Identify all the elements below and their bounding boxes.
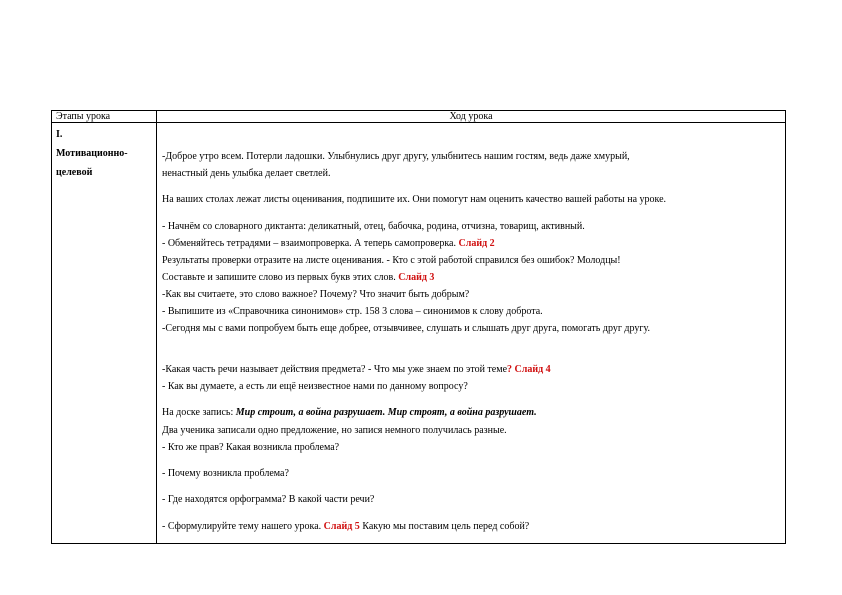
- slide-label: Слайд 3: [398, 272, 435, 283]
- column-divider: [156, 111, 157, 543]
- text-line: ненастный день улыбка делает светлей.: [162, 168, 331, 179]
- text-segment: На доске запись:: [162, 407, 236, 418]
- text-line: - Кто же прав? Какая возникла проблема?: [162, 442, 340, 453]
- stage-cell: [56, 125, 154, 182]
- table-header-row: [52, 111, 785, 123]
- text-line: - Выпишите из «Справочника синонимов» стр. 158 3 слова – синонимов к слову доброта.: [162, 306, 543, 317]
- header-stages: Этапы урока: [56, 111, 111, 122]
- text-line: -Как вы считаете, это слово важное? Почему? Что значит быть добрым?: [162, 289, 470, 300]
- text-line: [162, 519, 781, 535]
- stage-name-line1: Мотивационно-: [56, 148, 128, 159]
- text-line: - Где находятся орфограмма? В какой части речи?: [162, 494, 375, 505]
- text-line: [162, 362, 781, 378]
- text-segment: - Сформулируйте тему нашего урока.: [162, 521, 324, 532]
- text-line: Два ученика записали одно предложение, но запися немного получилась разные.: [162, 425, 507, 436]
- lesson-table: [51, 110, 786, 544]
- text-line: На ваших столах лежат листы оценивания, подпишите их. Они помогут нам оценить качество вашей работы на уроке.: [162, 194, 667, 205]
- text-line: [162, 270, 781, 286]
- text-line: Результаты проверки отразите на листе оценивания. - Кто с этой работой справился без ошибок? Молодцы!: [162, 255, 621, 266]
- text-line: -Доброе утро всем. Потерли ладошки. Улыбнулись друг другу, улыбнитесь нашим гостям, ведь даже хмурый,: [162, 151, 630, 162]
- stage-name-line2: целевой: [56, 167, 93, 178]
- stage-number: I.: [56, 129, 63, 140]
- slide-label: Слайд 2: [458, 238, 495, 249]
- text-segment: -Какая часть речи называет действия предмета? - Что мы уже знаем по этой теме: [162, 364, 508, 375]
- slide-label: ? Слайд 4: [507, 364, 551, 375]
- text-line: [162, 236, 781, 252]
- text-line: -Сегодня мы с вами попробуем быть еще добрее, отзывчивее, слушать и слышать друг друга, помогать друг другу.: [162, 323, 650, 334]
- text-line: - Начнём со словарного диктанта: деликатный, отец, бабочка, родина, отчизна, товарищ, активный.: [162, 221, 585, 232]
- text-segment: Составьте и запишите слово из первых букв этих слов.: [162, 272, 399, 283]
- text-line: - Почему возникла проблема?: [162, 468, 289, 479]
- text-segment: - Обменяйтесь тетрадями – взаимопроверка. А теперь самопроверка.: [162, 238, 459, 249]
- board-sentence: Мир строит, а война разрушает. Мир строят, а война разрушает.: [235, 407, 537, 418]
- slide-label: Слайд 5: [323, 521, 360, 532]
- header-course: Ход урока: [449, 111, 493, 122]
- text-line: [162, 405, 781, 421]
- text-segment: Какую мы поставим цель перед собой?: [359, 521, 530, 532]
- text-line: - Как вы думаете, а есть ли ещё неизвестное нами по данному вопросу?: [162, 381, 468, 392]
